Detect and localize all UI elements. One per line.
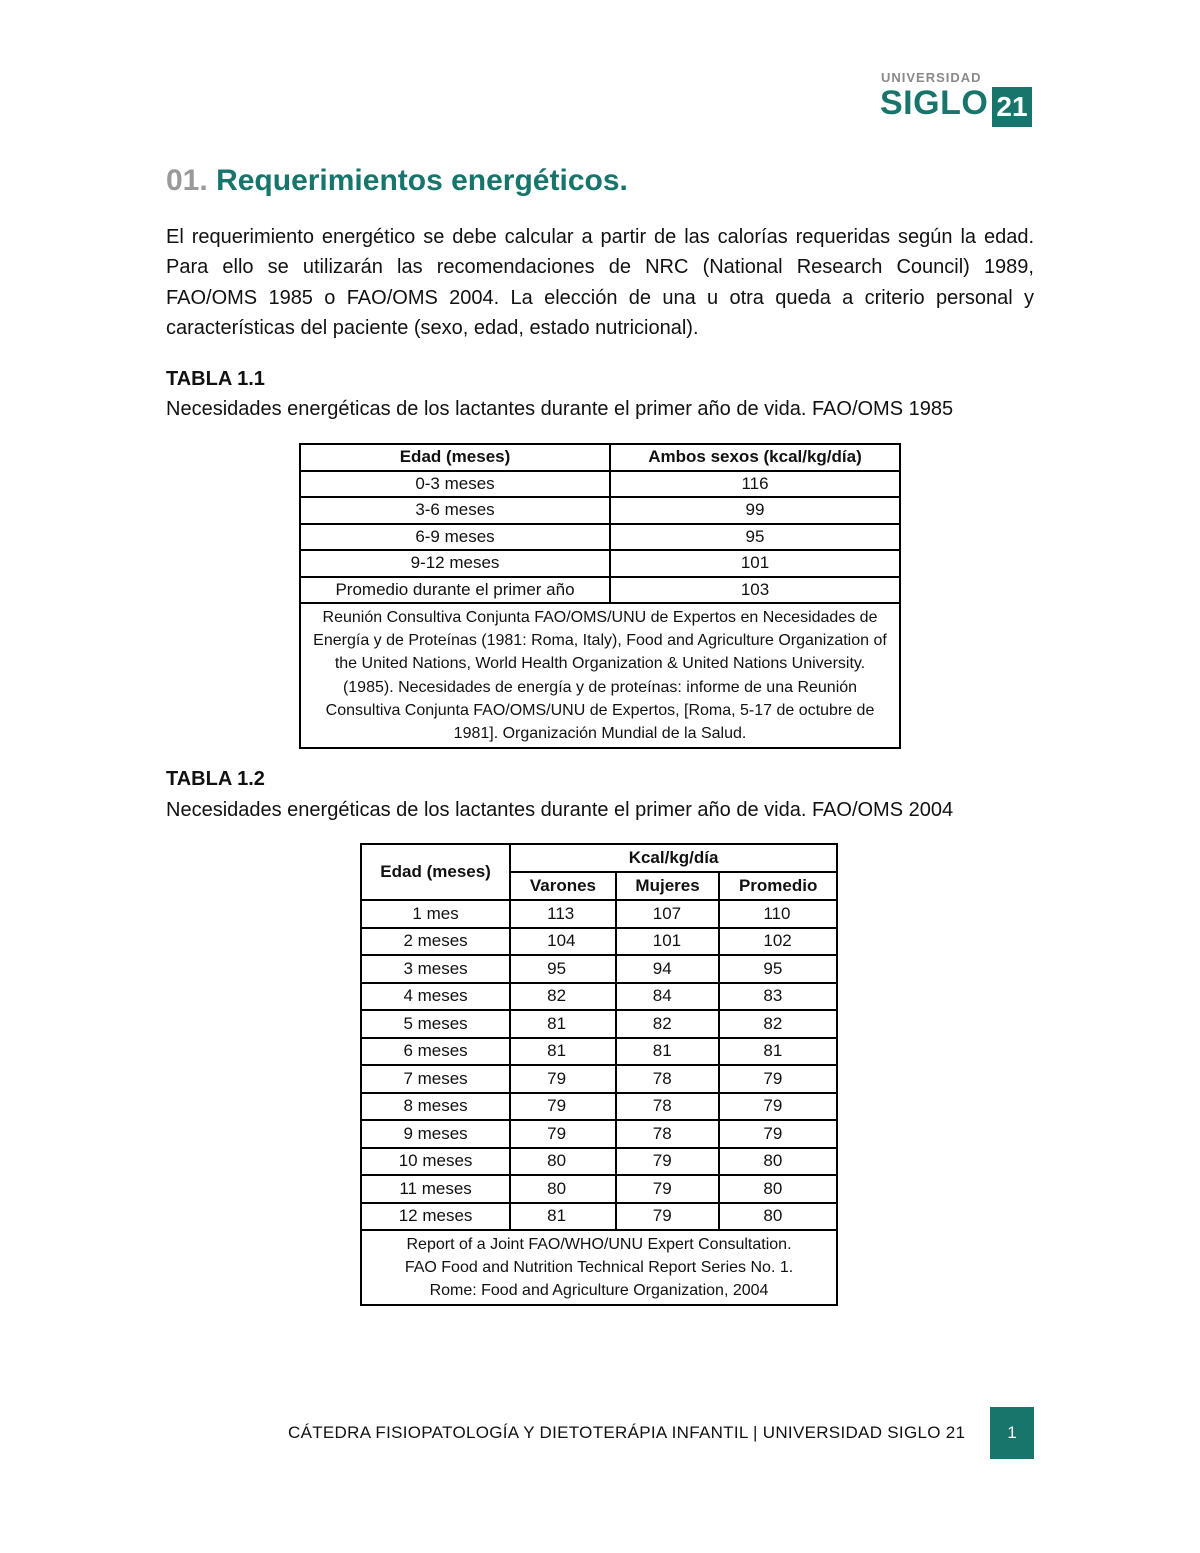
average-cell: 80 — [719, 1148, 837, 1176]
logo-badge: 21 — [992, 87, 1032, 127]
males-cell: 82 — [510, 983, 616, 1011]
age-cell: 6-9 meses — [300, 524, 610, 551]
header-both-sexes: Ambos sexos (kcal/kg/día) — [610, 444, 900, 471]
males-cell: 95 — [510, 955, 616, 983]
table-row — [361, 928, 837, 956]
table-row — [361, 1093, 837, 1121]
table1-label: TABLA 1.1 — [166, 368, 265, 390]
females-cell: 79 — [616, 1175, 720, 1203]
males-cell: 79 — [510, 1065, 616, 1093]
average-cell: 81 — [719, 1038, 837, 1066]
males-cell: 81 — [510, 1038, 616, 1066]
average-cell: 80 — [719, 1203, 837, 1231]
age-cell: 12 meses — [361, 1203, 510, 1231]
average-cell: 79 — [719, 1093, 837, 1121]
table2-caption: Necesidades energéticas de los lactantes durante el primer año de vida. FAO/OMS 2004 — [166, 799, 954, 821]
average-cell: 102 — [719, 928, 837, 956]
average-cell: 83 — [719, 983, 837, 1011]
value-cell: 116 — [610, 471, 900, 498]
table-row — [361, 900, 837, 928]
males-cell: 81 — [510, 1010, 616, 1038]
females-cell: 79 — [616, 1148, 720, 1176]
females-cell: 84 — [616, 983, 720, 1011]
table1-caption: Necesidades energéticas de los lactantes durante el primer año de vida. FAO/OMS 1985 — [166, 398, 954, 420]
source-line: Report of a Joint FAO/WHO/UNU Expert Consultation. — [406, 1236, 792, 1253]
average-cell: 110 — [719, 900, 837, 928]
table-row — [300, 550, 900, 577]
age-cell: 5 meses — [361, 1010, 510, 1038]
average-cell: 95 — [719, 955, 837, 983]
source-row — [300, 603, 900, 748]
table-row — [361, 1148, 837, 1176]
males-cell: 79 — [510, 1093, 616, 1121]
table-row — [361, 955, 837, 983]
table-row — [361, 1038, 837, 1066]
section-title — [166, 164, 628, 198]
females-cell: 82 — [616, 1010, 720, 1038]
females-cell: 79 — [616, 1203, 720, 1231]
males-cell: 104 — [510, 928, 616, 956]
age-cell: 8 meses — [361, 1093, 510, 1121]
value-cell: 103 — [610, 577, 900, 604]
table-1985 — [299, 443, 901, 749]
value-cell: 99 — [610, 497, 900, 524]
page-number: 1 — [990, 1407, 1034, 1459]
males-cell: 113 — [510, 900, 616, 928]
section-number: 01. — [166, 164, 208, 197]
age-cell: 11 meses — [361, 1175, 510, 1203]
age-cell: 4 meses — [361, 983, 510, 1011]
logo-top-text: UNIVERSIDAD — [881, 70, 982, 85]
males-cell: 81 — [510, 1203, 616, 1231]
table-row — [361, 1065, 837, 1093]
header-males: Varones — [510, 872, 616, 900]
header-average: Promedio — [719, 872, 837, 900]
males-cell: 80 — [510, 1175, 616, 1203]
table-row — [300, 577, 900, 604]
females-cell: 107 — [616, 900, 720, 928]
header-age: Edad (meses) — [300, 444, 610, 471]
females-cell: 78 — [616, 1093, 720, 1121]
university-logo — [880, 70, 1035, 128]
age-cell: 9 meses — [361, 1120, 510, 1148]
table-row — [361, 1175, 837, 1203]
age-cell: 0-3 meses — [300, 471, 610, 498]
table-header-row — [300, 444, 900, 471]
females-cell: 78 — [616, 1065, 720, 1093]
table2-source — [361, 1230, 837, 1305]
age-cell: 1 mes — [361, 900, 510, 928]
footer-text: CÁTEDRA FISIOPATOLOGÍA Y DIETOTERÁPIA INFANTIL | UNIVERSIDAD SIGLO 21 — [288, 1423, 966, 1442]
table2-body — [361, 900, 837, 1230]
table1-source: Reunión Consultiva Conjunta FAO/OMS/UNU de Expertos en Necesidades de Energía y de Proteínas (1981: Roma, Italy), Food and Agriculture Organization of the United Nations, World Health Organization & United Nations University. (1985). Necesidades de energía y de proteínas: informe de una Reunión Consultiva Conjunta FAO/OMS/UNU de Expertos, [Roma, 5-17 de octubre de 1981]. Organización Mundial de la Salud. — [300, 603, 900, 748]
age-cell: Promedio durante el primer año — [300, 577, 610, 604]
source-line: FAO Food and Nutrition Technical Report Series No. 1. — [404, 1259, 794, 1276]
section-title-text: Requerimientos energéticos. — [216, 164, 628, 197]
table-row — [300, 524, 900, 551]
age-cell: 7 meses — [361, 1065, 510, 1093]
table-row — [361, 1203, 837, 1231]
header-kcal-group: Kcal/kg/día — [510, 844, 837, 872]
header-age: Edad (meses) — [361, 844, 510, 900]
table-header-row — [361, 844, 837, 872]
average-cell: 82 — [719, 1010, 837, 1038]
average-cell: 80 — [719, 1175, 837, 1203]
age-cell: 10 meses — [361, 1148, 510, 1176]
logo-wordmark: SIGLO — [880, 84, 989, 122]
table-row — [300, 497, 900, 524]
source-line: Rome: Food and Agriculture Organization, 2004 — [429, 1282, 769, 1299]
males-cell: 80 — [510, 1148, 616, 1176]
age-cell: 3-6 meses — [300, 497, 610, 524]
value-cell: 101 — [610, 550, 900, 577]
males-cell: 79 — [510, 1120, 616, 1148]
table-row — [361, 1120, 837, 1148]
average-cell: 79 — [719, 1065, 837, 1093]
females-cell: 81 — [616, 1038, 720, 1066]
table-row — [361, 1010, 837, 1038]
females-cell: 78 — [616, 1120, 720, 1148]
table-row — [300, 471, 900, 498]
average-cell: 79 — [719, 1120, 837, 1148]
age-cell: 6 meses — [361, 1038, 510, 1066]
females-cell: 94 — [616, 955, 720, 983]
intro-paragraph: El requerimiento energético se debe calcular a partir de las calorías requeridas según la edad. Para ello se utilizarán las recomendaciones de NRC (National Research Council) 1989, FAO/OMS 1985 o FAO/OMS 2004. La elección de una u otra queda a criterio personal y características del paciente (sexo, edad, estado nutricional). — [166, 226, 1034, 340]
table2-label: TABLA 1.2 — [166, 768, 265, 790]
age-cell: 3 meses — [361, 955, 510, 983]
header-females: Mujeres — [616, 872, 720, 900]
source-row — [361, 1230, 837, 1305]
table-row — [361, 983, 837, 1011]
age-cell: 2 meses — [361, 928, 510, 956]
value-cell: 95 — [610, 524, 900, 551]
females-cell: 101 — [616, 928, 720, 956]
table-2004 — [360, 843, 838, 1306]
age-cell: 9-12 meses — [300, 550, 610, 577]
